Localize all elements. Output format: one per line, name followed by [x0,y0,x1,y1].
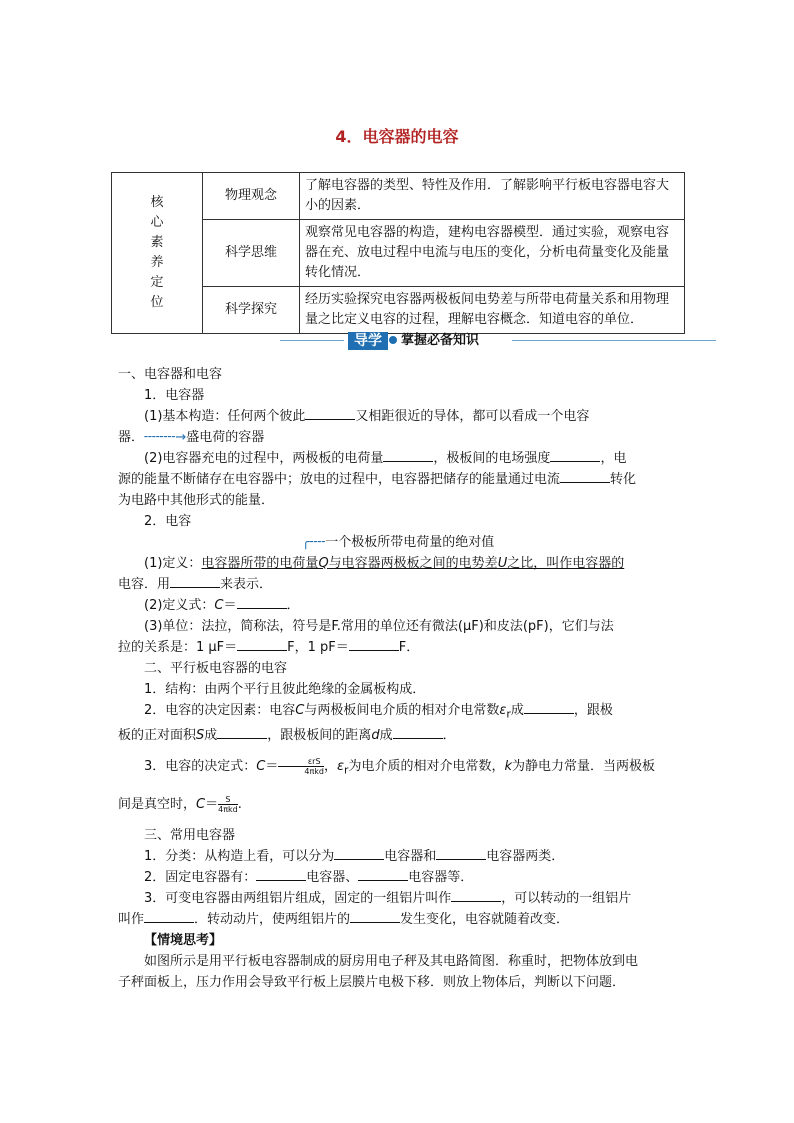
text: 之比，叫作电容器的 [507,556,625,571]
text: 为电介质的相对介电常数， [348,758,505,774]
numerator: εrS [278,757,324,767]
paragraph [118,846,678,867]
paragraph [118,448,678,469]
section-heading: 一、电容器和电容 [118,367,223,382]
var: C [214,598,224,613]
text: 3．电容的决定式： [144,758,257,774]
side-char: 位 [150,295,164,310]
annotation: 盛电荷的容器 [186,430,265,445]
var: ε [499,703,507,718]
numerator: S [218,795,238,805]
var: U [497,556,508,571]
fill-blank [256,868,306,881]
text: 电容器、 [306,870,359,886]
category-cell: 物理观念 [203,173,300,220]
paragraph [118,637,678,658]
denominator: 4πkd [304,766,324,776]
var: ε [337,758,345,774]
paragraph [118,700,678,725]
paragraph [118,595,678,616]
banner-rule-right [512,340,716,341]
paragraph: (3)单位：法拉，简称法，符号是F.常用的单位还有微法(μF)和皮法(pF)，它们与法 [144,619,614,634]
text: ，跟极板间的距离 [267,727,372,743]
fill-blank [237,596,287,609]
text: 拉的关系是：1 μF＝ [118,640,238,655]
fill-blank [358,868,408,881]
paragraph [118,427,678,448]
side-char: 核 [150,195,164,210]
paragraph: 如图所示是用平行板电容器制成的厨房用电子秤及其电路简图．称重时，把物体放到电 [144,954,639,970]
text: 3．可变电容器由两组铝片组成，固定的一组铝片叫作 [144,891,452,907]
text: 发生变化，电容就随着改变． [400,912,570,928]
section-heading: 三、常用电容器 [144,828,236,844]
text: 电容器等． [408,870,474,886]
banner-badge: 导学 [348,332,388,350]
text: ，可以转动的一组铝片 [501,891,632,907]
paragraph: 1．结构：由两个平行且彼此绝缘的金属板构成． [144,682,426,697]
text: 1．分类：从构造上看，可以分为 [144,849,335,865]
description-cell: 了解电容器的类型、特性及作用．了解影响平行板电容器电容大小的因素． [300,173,685,220]
dashed-curve-icon: ╭╌╌ [301,535,326,550]
text: (2)定义式： [144,598,215,613]
banner-rule-left [280,340,344,341]
var: d [371,727,380,743]
text: . [237,797,242,813]
think-title: 【情境思考】 [144,933,223,949]
text: 电容器两类． [486,849,565,865]
banner-label: 掌握必备知识 [401,333,480,348]
text: 与电容器两极板之间的电势差 [328,556,498,571]
var: k [504,758,513,774]
paragraph [118,553,678,574]
fill-blank [560,470,610,483]
text: 电容器所带的电荷量 [201,556,319,571]
paragraph [118,406,678,427]
note-text: 一个极板所带电荷量的绝对值 [325,535,495,550]
core-literacy-table [111,172,685,334]
var: C [196,797,206,813]
fill-blank [349,638,399,651]
subscript: r [344,763,349,777]
text: 成 [510,703,524,718]
underlined-text [201,556,624,571]
paragraph [118,909,678,930]
denominator: 4πkd [218,805,238,815]
text: ． [286,598,300,613]
description-cell: 观察常见电容器的构造，建构电容器模型．通过实验，观察电容器在充、放电过程中电流与电压的变化，分析电荷量变化及能量转化情况． [300,220,685,287]
fill-blank [144,910,194,923]
section-heading: 二、平行板电容器的电容 [144,661,288,676]
fraction [278,757,324,776]
fill-blank [237,638,287,651]
text: 又相距很近的导体，都可以看成一个电容 [355,409,590,424]
text: 2．固定电容器有： [144,870,257,886]
content [118,364,678,993]
paragraph [118,574,678,595]
text: ，极板间的电场强度 [433,451,551,466]
text: ． [442,727,456,743]
text: (1)定义： [144,556,202,571]
dot-icon [389,336,397,344]
subheading: 1．电容器 [144,388,205,403]
category-cell: 科学探究 [203,287,300,334]
annotation [118,532,678,553]
text: ＝ [223,598,237,613]
fill-blank [334,847,384,860]
paragraph [118,888,678,909]
text: 成 [379,727,393,743]
paragraph: 为电路中其他形式的能量． [118,493,275,508]
text: 电容．用 [118,577,171,592]
fill-blank [217,726,267,739]
text: 来表示． [220,577,273,592]
side-char: 心 [150,215,164,230]
paragraph: 子秤面板上，压力作用会导致平行板上层膜片电极下移．则放上物体后，判断以下问题． [118,975,626,991]
text: ＝ [265,758,279,774]
fill-blank [305,407,355,420]
fill-blank [550,449,600,462]
text: 板的正对面积 [118,727,197,743]
text: (1)基本构造：任何两个彼此 [144,409,306,424]
text: ， [324,758,338,774]
fill-blank [383,449,433,462]
fill-blank [436,847,486,860]
fill-blank [524,701,574,714]
text: 器． [118,430,145,445]
subheading: 2．电容 [144,514,192,529]
fill-blank [350,910,400,923]
text: F，1 pF＝ [287,640,349,655]
text: ＝ [205,797,219,813]
var: S [196,727,205,743]
text: 与两极板间电介质的相对介电常数 [304,703,500,718]
text: 间是真空时， [118,797,197,813]
paragraph [118,756,678,781]
paragraph [118,725,678,746]
paragraph [118,794,678,815]
text: 2．电容的决定因素：电容 [144,703,296,718]
paragraph [118,867,678,888]
text: 为静电力常量．当两极板 [512,758,656,774]
text: 电容器和 [384,849,437,865]
subscript: r [506,707,511,721]
description-cell: 经历实验探究电容器两极板间电势差与所带电荷量关系和用物理量之比定义电容的过程，理解电容概念．知道电容的单位． [300,287,685,334]
table-row [112,173,685,220]
side-char: 定 [150,275,164,290]
fill-blank [170,575,220,588]
text: ．转动动片，使两组铝片的 [194,912,351,928]
text: 转化 [610,472,637,487]
dashed-arrow-icon: ╌╌╌╌→ [144,430,187,445]
text: (2)电容器充电的过程中，两极板的电荷量 [144,451,384,466]
var: C [256,758,266,774]
page-title: 4．电容器的电容 [335,127,459,146]
fraction [218,795,238,814]
text: 源的能量不断储存在电容器中；放电的过程中，电容器把储存的能量通过电流 [118,472,561,487]
paragraph [118,469,678,490]
fill-blank [451,889,501,902]
text: 叫作 [118,912,145,928]
text: ，电 [600,451,627,466]
section-banner [280,330,720,352]
fill-blank [393,726,443,739]
var: C [295,703,305,718]
text: ，跟极 [573,703,613,718]
text: 成 [204,727,218,743]
var: Q [318,556,329,571]
text: F． [398,640,420,655]
side-char: 素 [150,235,164,250]
side-char: 养 [150,255,164,270]
category-cell: 科学思维 [203,220,300,287]
side-label [112,173,203,334]
